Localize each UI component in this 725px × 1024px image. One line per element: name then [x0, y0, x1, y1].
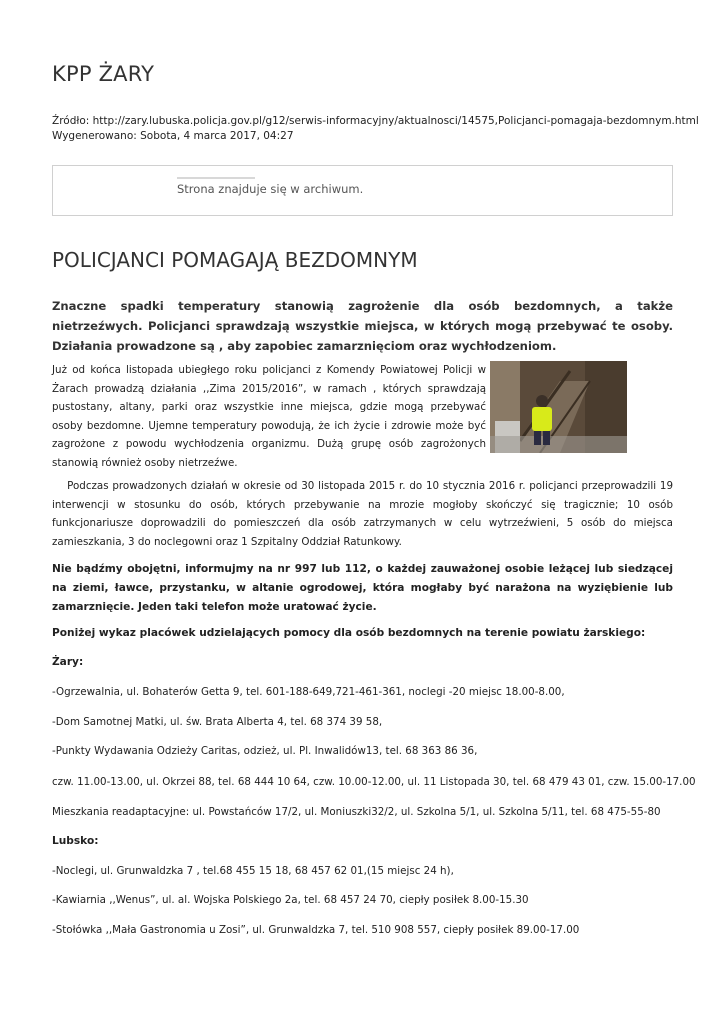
list-item: -Dom Samotnej Matki, ul. św. Brata Alberta 4, tel. 68 374 39 58, — [52, 716, 383, 728]
list-item: -Stołówka ,,Mała Gastronomia u Zosi”, ul. Grunwaldzka 7, tel. 510 908 557, ciepły posiłek 89.00-17.00 — [52, 924, 580, 936]
list-item: Mieszkania readaptacyjne: ul. Powstańców 17/2, ul. Moniuszki32/2, ul. Szkolna 5/1, ul. Szkolna 5/11, tel. 68 475-55-80 — [52, 806, 661, 818]
archive-notice-box — [52, 165, 673, 216]
list-item: -Punkty Wydawania Odzieży Caritas, odzież, ul. Pl. Inwalidów13, tel. 68 363 86 36, — [52, 745, 478, 757]
list-item: czw. 11.00-13.00, ul. Okrzei 88, tel. 68 444 10 64, czw. 10.00-12.00, ul. 11 Listopada 30, tel. 68 479 43 01, czw. 15.00-17.00 — [52, 776, 696, 788]
list-item: -Noclegi, ul. Grunwaldzka 7 , tel.68 455 15 18, 68 457 62 01,(15 miejsc 24 h), — [52, 865, 454, 877]
paragraph-1: Już od końca listopada ubiegłego roku policjanci z Komendy Powiatowej Policji w Żarach prowadzą działania ,,Zima 2015/2016”, w ramach , których sprawdzają pustostany, altany, parki oraz wszystkie inne miejsca, gdzie mogą przebywać osoby bezdomne. Ujemne temperatury powodują, że ich życie i zdrowie może być zagrożone z powodu wychłodzenia organizmu. Dużą grupę osób zagrożonych stanowią również osoby nietrzeźwe. — [52, 364, 486, 469]
article-title: POLICJANCI POMAGAJĄ BEZDOMNYM — [52, 248, 418, 272]
archive-divider — [177, 177, 255, 179]
source-url: Źródło: http://zary.lubuska.policja.gov.pl/g12/serwis-informacyjny/aktualnosci/14575,Policjanci-pomagaja-bezdomnym.html — [52, 115, 699, 127]
appeal-paragraph: Nie bądźmy obojętni, informujmy na nr 997 lub 112, o każdej zauważonej osobie leżącej lub siedzącej na ziemi, ławce, przystanku, w altanie ogrodowej, która mogłaby być narażona na wyziębienie lub zamarznięcie. Jeden taki telefon może uratować życie. — [52, 563, 673, 613]
list-item: -Kawiarnia ,,Wenus”, ul. al. Wojska Polskiego 2a, tel. 68 457 24 70, ciepły posiłek 8.00-15.30 — [52, 894, 529, 906]
archive-notice: Strona znajduje się w archiwum. — [177, 182, 364, 196]
police-officer-photo — [490, 361, 627, 453]
paragraph-2: Podczas prowadzonych działań w okresie od 30 listopada 2015 r. do 10 stycznia 2016 r. policjanci przeprowadzili 19 interwencji w stosunku do osób, których przebywanie na mrozie mogłoby skończyć się tragicznie; 10 osób funkcjonariusze doprowadzili do pomieszczeń dla osób zatrzymanych w celu wytrzeźwieni, 5 osób do miejsca zamieszkania, 3 do noclegowni oraz 1 Szpitalny Oddział Ratunkowy. — [52, 480, 677, 548]
meta-info — [52, 114, 699, 144]
article-photo — [490, 361, 627, 453]
site-title: KPP ŻARY — [52, 62, 155, 86]
lubsko-heading: Lubsko: — [52, 835, 99, 847]
list-item: -Ogrzewalnia, ul. Bohaterów Getta 9, tel. 601-188-649,721-461-361, noclegi -20 miejsc 18.00-8.00, — [52, 686, 565, 698]
zary-heading: Żary: — [52, 656, 84, 668]
article-lead: Znaczne spadki temperatury stanowią zagrożenie dla osób bezdomnych, a także nietrzeźwych. Policjanci sprawdzają wszystkie miejsca, w których mogą przebywać te osoby. Działania prowadzone są , aby zapobiec zamarznięciom oraz wychłodzeniom. — [52, 299, 673, 353]
list-heading: Poniżej wykaz placówek udzielających pomocy dla osób bezdomnych na terenie powiatu żarskiego: — [52, 627, 646, 639]
generated-date: Wygenerowano: Sobota, 4 marca 2017, 04:27 — [52, 130, 294, 142]
